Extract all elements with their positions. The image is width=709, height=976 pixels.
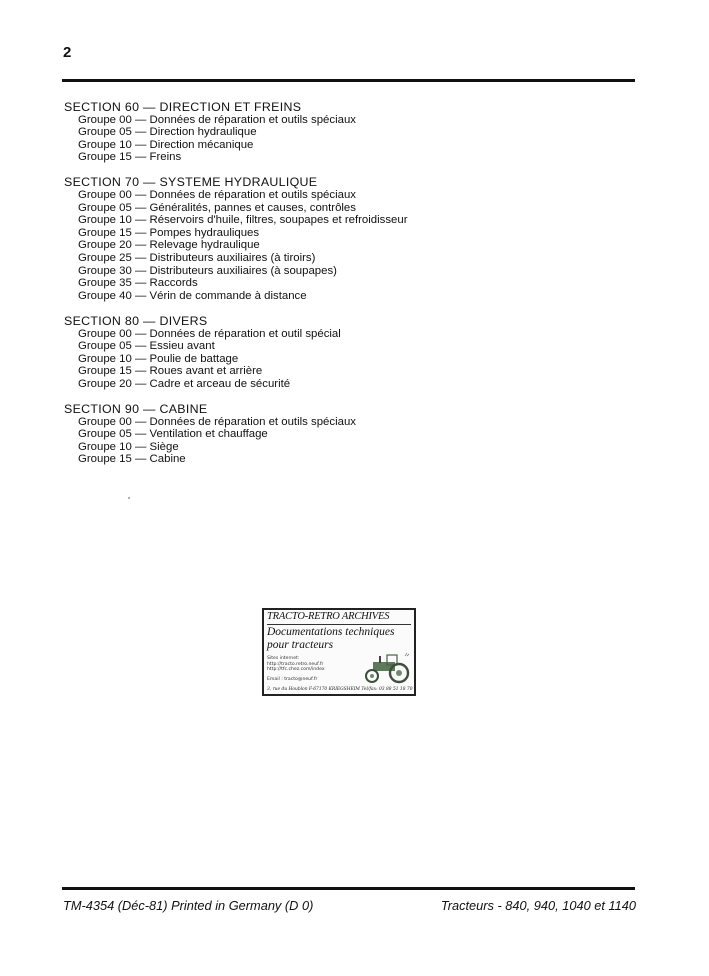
group-entry: Groupe 15 — Pompes hydrauliques bbox=[78, 226, 260, 239]
footer-rule bbox=[62, 887, 635, 890]
footer-models: Tracteurs - 840, 940, 1040 et 1140 bbox=[440, 898, 636, 913]
group-entry: Groupe 00 — Données de réparation et outils spéciaux bbox=[78, 415, 356, 428]
tractor-icon bbox=[359, 652, 413, 684]
group-entry: Groupe 05 — Direction hydraulique bbox=[78, 126, 257, 139]
group-entry: Groupe 05 — Essieu avant bbox=[78, 340, 215, 353]
stamp-subtitle-line2: pour tracteurs bbox=[267, 639, 334, 651]
stamp-subtitle-line1: Documentations techniques bbox=[267, 626, 395, 638]
stamp-rule bbox=[267, 624, 411, 625]
group-entry: Groupe 10 — Direction mécanique bbox=[78, 138, 254, 151]
speck bbox=[128, 497, 130, 499]
toc-section bbox=[64, 176, 664, 302]
toc-section bbox=[64, 403, 664, 466]
section-title: SECTION 70 — SYSTEME HYDRAULIQUE bbox=[64, 175, 318, 190]
group-entry: Groupe 10 — Siège bbox=[78, 440, 179, 453]
page-number: 2 bbox=[63, 44, 72, 61]
section-title: SECTION 60 — DIRECTION ET FREINS bbox=[64, 100, 302, 114]
group-entry: Groupe 30 — Distributeurs auxiliaires (à soupapes) bbox=[78, 264, 337, 277]
table-of-contents bbox=[64, 101, 664, 478]
stamp-sites-label: Sites internet: bbox=[267, 656, 300, 661]
group-entry: Groupe 05 — Généralités, pannes et causes, contrôles bbox=[78, 201, 356, 214]
stamp-title: TRACTO-RETRO ARCHIVES bbox=[267, 611, 390, 622]
group-entry: Groupe 35 — Raccords bbox=[78, 277, 198, 290]
group-entry: Groupe 25 — Distributeurs auxiliaires (à tiroirs) bbox=[78, 252, 316, 265]
group-entry: Groupe 10 — Réservoirs d'huile, filtres, soupapes et refroidisseur bbox=[78, 214, 408, 227]
group-entry: Groupe 15 — Freins bbox=[78, 151, 182, 164]
group-entry: Groupe 15 — Roues avant et arrière bbox=[78, 365, 263, 378]
section-title: SECTION 80 — DIVERS bbox=[64, 313, 208, 328]
footer-doc-reference: TM-4354 (Déc-81) Printed in Germany (D 0) bbox=[63, 898, 314, 913]
group-entry: Groupe 00 — Données de réparation et outils spéciaux bbox=[78, 113, 356, 126]
archive-stamp bbox=[262, 608, 416, 696]
toc-section bbox=[64, 315, 664, 391]
stamp-site2: http://tfc.chez.com/index bbox=[267, 667, 325, 672]
group-entry: Groupe 00 — Données de réparation et outils spéciaux bbox=[78, 189, 356, 202]
group-entry: Groupe 20 — Relevage hydraulique bbox=[78, 239, 260, 252]
group-entry: Groupe 20 — Cadre et arceau de sécurité bbox=[78, 377, 291, 390]
group-entry: Groupe 15 — Cabine bbox=[78, 453, 186, 466]
stamp-site1: http://tracto.retro.neuf.fr bbox=[267, 662, 324, 667]
header-rule bbox=[62, 79, 635, 82]
stamp-subtitle bbox=[267, 626, 394, 652]
stamp-email: Email : tracto@neuf.fr bbox=[267, 677, 318, 682]
group-entry: Groupe 10 — Poulie de battage bbox=[78, 352, 239, 365]
group-entry: Groupe 05 — Ventilation et chauffage bbox=[78, 428, 268, 441]
group-entry: Groupe 00 — Données de réparation et outil spécial bbox=[78, 327, 341, 340]
stamp-address: 3, rue du Houblon F-67170 KRIEGSHEIM Tel/fax: 03 88 51 18 70 bbox=[267, 687, 413, 692]
group-entry: Groupe 40 — Vérin de commande à distance bbox=[78, 289, 307, 302]
toc-section bbox=[64, 101, 664, 164]
section-title: SECTION 90 — CABINE bbox=[64, 401, 208, 416]
